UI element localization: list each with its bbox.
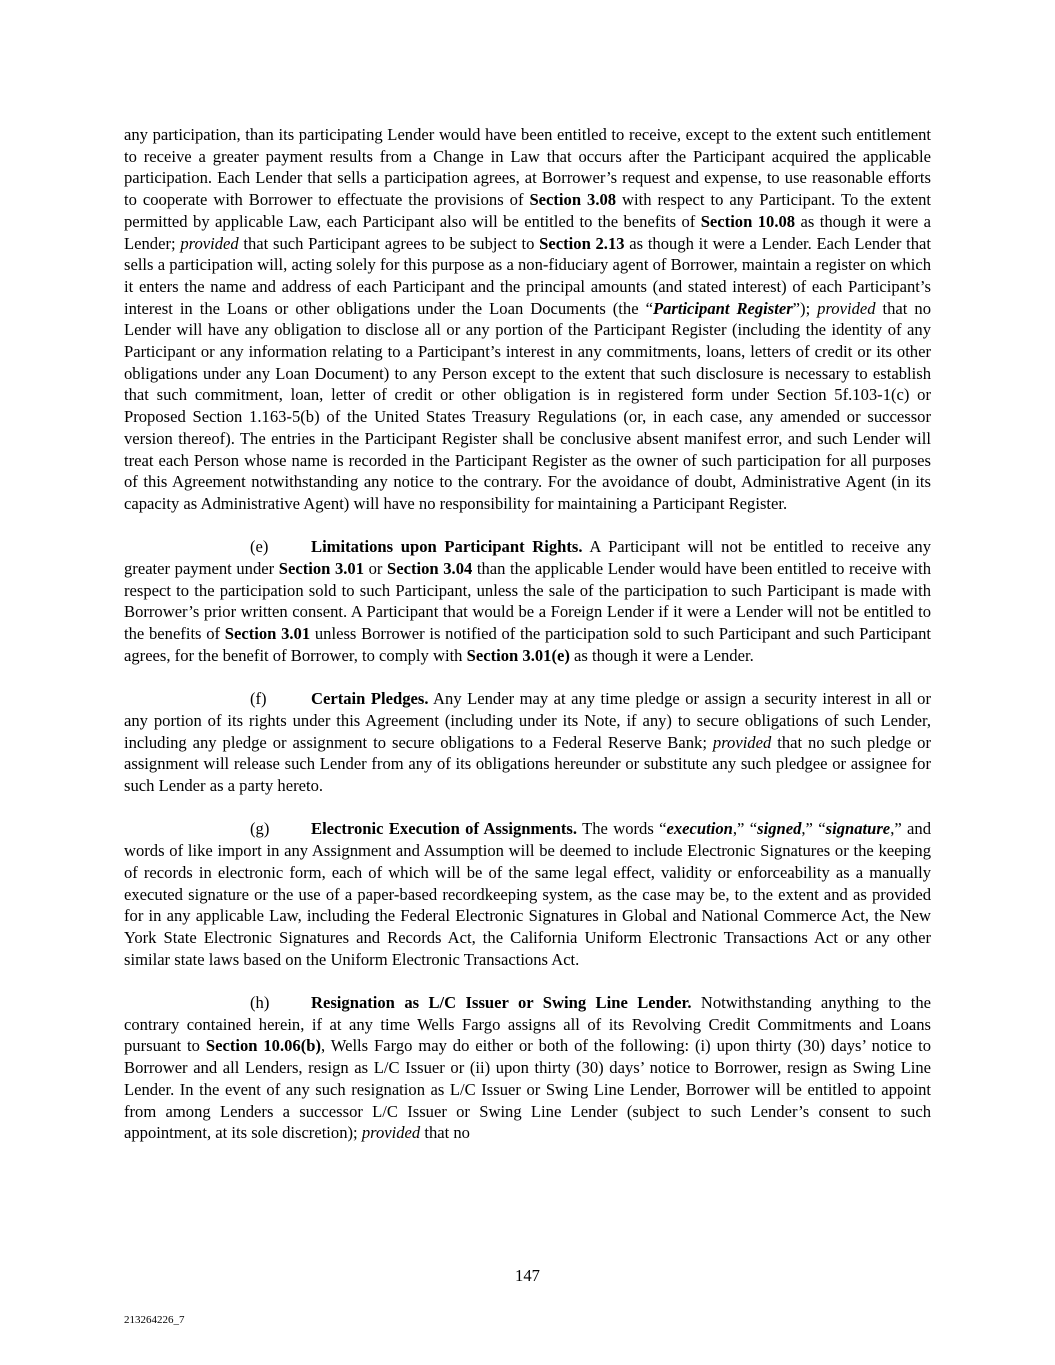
section-reference: Section 3.01 — [224, 624, 311, 644]
defined-term: execution — [666, 819, 733, 839]
text-run: Notwithstanding anything to the contrary contained herein, if at any time Wells Fargo assigns all of its Revolving Credit Commitments and Loans pursuant to — [124, 993, 931, 1056]
text-run: that no Lender will have any obligation to disclose all or any portion of the Participant Register (including the identity of any Participant or any information relating to a Participant’s interest in any commitments, loans, letters of credit or its other obligations under any Loan Document) to any Person except to the extent that such disclosure is necessary to establish that such commitment, loan, letter of credit or other obligation is in registered form under Section 5f.103-1(c) or Proposed Section 1.163-5(b) of the United States Treasury Regulations (or, in each case, any amended or successor version thereof). The entries in the Participant Register shall be conclusive absent manifest error, and such Lender will treat each Person whose name is recorded in the Participant Register as the owner of such participation for all purposes of this Agreement notwithstanding any notice to the contrary. For the avoidance of doubt, Administrative Agent (in its capacity as Administrative Agent) will have no responsibility for maintaining a Participant Register. — [124, 298, 931, 513]
text-run: , Wells Fargo may do either or both of the following: (i) upon thirty (30) days’ notice to Borrower and all Lenders, resign as L/C Issuer or (ii) upon thirty (30) days’ notice to Borrower, resign as Swing Line Lender. In the event of any such resignation as L/C Issuer or Swing Line Lender, Borrower will be entitled to appoint from among Lenders a successor L/C Issuer or Swing Line Lender (subject to such Lender’s consent to such appointment, at its sole discretion); — [124, 1036, 931, 1143]
text-run: ,” “ — [732, 819, 758, 839]
paragraph-label: (g) — [250, 819, 270, 839]
paragraph-heading: Electronic Execution of Assignments. — [311, 819, 578, 839]
section-reference: Section 3.01 — [278, 559, 365, 579]
provided-term: provided — [712, 732, 772, 752]
text-run: ,” “ — [801, 819, 826, 839]
paragraph-heading: Limitations upon Participant Rights. — [311, 537, 583, 557]
text-run: ,” and words of like import in any Assignment and Assumption will be deemed to include Electronic Signatures or the keeping of records in electronic form, each of which will be of the same legal effect, validity or enforceability as a manually executed signature or the use of a paper-based recordkeeping system, as the case may be, to the extent and as provided for in any applicable Law, including the Federal Electronic Signatures in Global and National Commerce Act, the New York State Electronic Signatures and Records Act, the California Uniform Electronic Transactions Act or any other similar state laws based on the Uniform Electronic Transactions Act. — [124, 819, 932, 969]
paragraph-e — [124, 536, 931, 666]
paragraph-h — [124, 992, 931, 1144]
text-run: or — [364, 559, 388, 579]
text-run: any participation, than its participating Lender would have been entitled to receive, except to the extent such entitlement to receive a greater payment results from a Change in Law that occurs after the Participant acquired the applicable participation. Each Lender that sells a participation agrees, at Borrower’s request and expense, to use reasonable efforts to cooperate with Borrower to effectuate the provisions of — [124, 125, 931, 210]
text-run: that no — [420, 1123, 470, 1143]
defined-term: signature — [825, 819, 891, 839]
provided-term: provided — [180, 233, 239, 253]
paragraph-d-continuation — [124, 124, 931, 515]
section-reference: Section 10.06(b) — [205, 1036, 321, 1056]
defined-term: Participant Register — [652, 298, 793, 318]
paragraph-label: (h) — [250, 993, 270, 1013]
page-number: 147 — [515, 1266, 540, 1285]
provided-term: provided — [361, 1123, 421, 1143]
text-run: A Participant will not be entitled to receive any greater payment under — [124, 537, 931, 579]
document-id: 213264226_7 — [124, 1314, 185, 1326]
paragraph-heading: Certain Pledges. — [311, 689, 429, 709]
defined-term: signed — [757, 819, 802, 839]
text-run: ”); — [792, 298, 818, 318]
paragraph-label: (f) — [250, 689, 267, 709]
section-reference: Section 3.01(e) — [466, 645, 570, 665]
section-reference: Section 2.13 — [539, 233, 625, 253]
text-run: that no such pledge or assignment will release such Lender from any of its obligations hereunder or substitute any such pledgee or assignee for such Lender as a party hereto. — [124, 732, 931, 796]
section-reference: Section 10.08 — [700, 211, 796, 231]
page-body — [124, 124, 931, 1144]
paragraph-heading: Resignation as L/C Issuer or Swing Line Lender. — [311, 993, 692, 1013]
text-run: that such Participant agrees to be subject to — [238, 233, 540, 253]
paragraph-f — [124, 688, 931, 797]
section-reference: Section 3.08 — [529, 190, 617, 210]
text-run: unless Borrower is notified of the participation sold to such Participant and such Participant agrees, for the benefit of Borrower, to comply with — [124, 624, 931, 665]
section-reference: Section 3.04 — [387, 559, 473, 579]
paragraph-g — [124, 818, 931, 970]
text-run: than the applicable Lender would have been entitled to receive with respect to the participation sold to such Participant, unless the sale of the participation to such Participant is made with Borrower’s prior written consent. A Participant that would be a Foreign Lender if it were a Lender will not be entitled to the benefits of — [124, 559, 932, 644]
text-run: Any Lender may at any time pledge or assign a security interest in all or any portion of its rights under this Agreement (including under its Note, if any) to secure obligations of such Lender, including any pledge or assignment to secure obligations to a Federal Reserve Bank; — [124, 689, 931, 752]
text-run: as though it were a Lender. — [569, 645, 754, 665]
paragraph-label: (e) — [250, 537, 269, 557]
text-run: as though it were a Lender; — [124, 211, 931, 253]
text-run: with respect to any Participant. To the extent permitted by applicable Law, each Participant also will be entitled to the benefits of — [124, 190, 931, 231]
text-run: as though it were a Lender. Each Lender that sells a participation will, acting solely for this purpose as a non-fiduciary agent of Borrower, maintain a register on which it enters the name and address of each Participant and the principal amounts (and stated interest) of each Participant’s interest in the Loans or other obligations under the Loan Documents (the “ — [124, 233, 931, 318]
provided-term: provided — [817, 298, 876, 318]
text-run: The words “ — [577, 819, 667, 839]
